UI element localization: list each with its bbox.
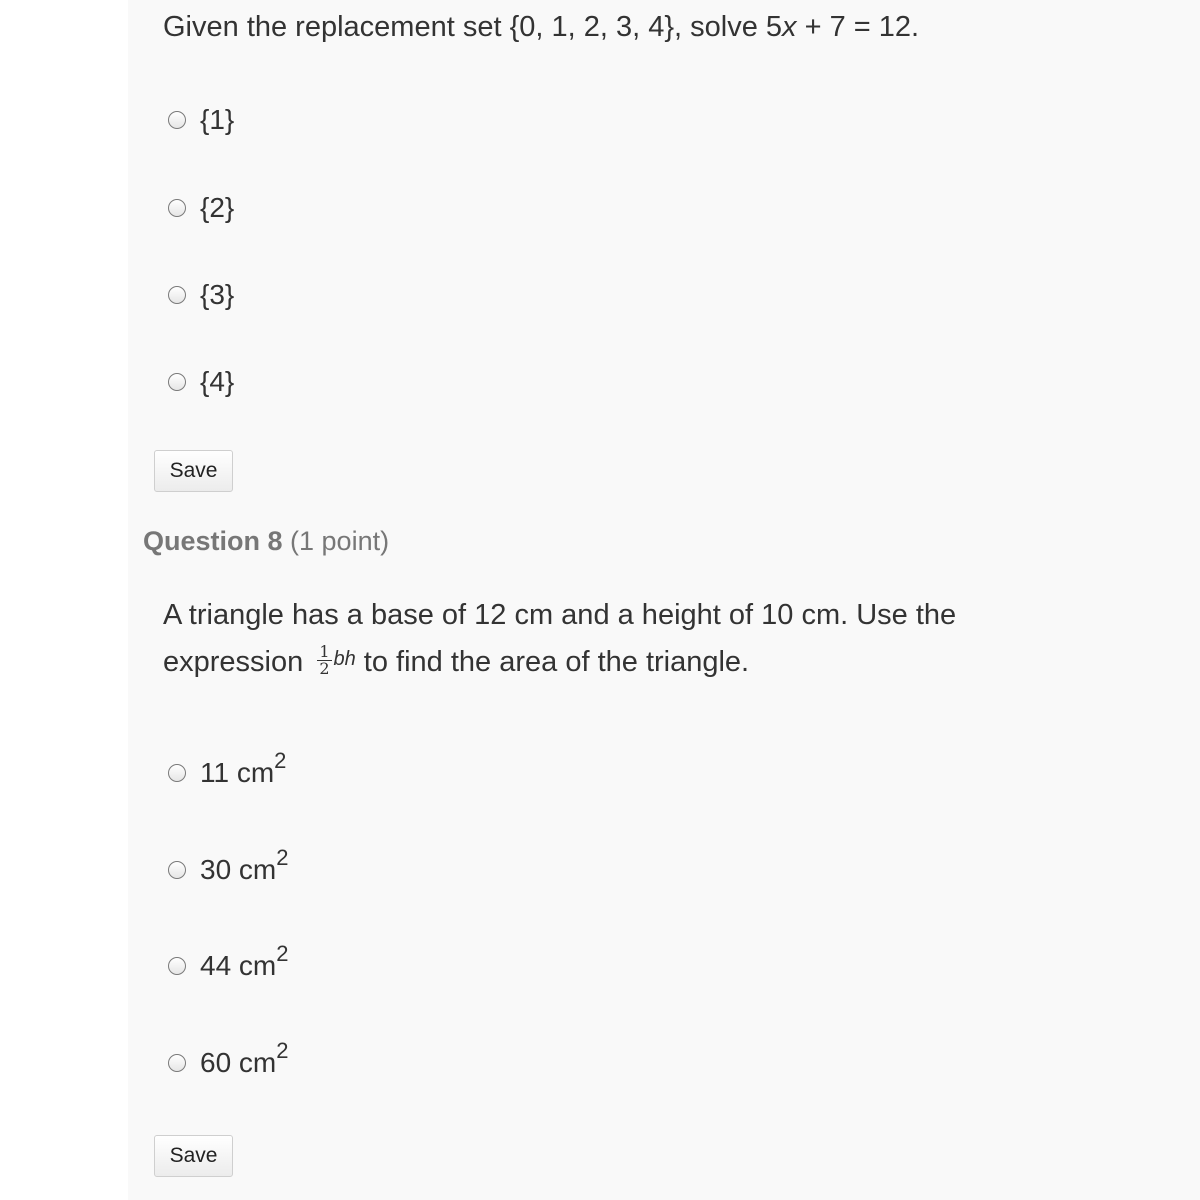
fraction-numerator: 1 [319, 641, 330, 661]
option-label: {4} [200, 366, 235, 397]
option-label [200, 940, 289, 982]
option-label [200, 747, 287, 789]
q7-option-1[interactable] [168, 100, 234, 140]
question-7-text [163, 4, 1063, 51]
q8-save-button[interactable]: Save [154, 1135, 233, 1177]
option-value: 11 cm [200, 757, 275, 788]
radio-button[interactable] [168, 861, 186, 879]
one-half-fraction [317, 641, 331, 678]
option-label: {2} [200, 192, 235, 223]
q7-option-4[interactable] [168, 362, 234, 402]
radio-button[interactable] [168, 199, 186, 217]
fraction-denominator: 2 [319, 658, 330, 678]
question-number: Question 8 [143, 526, 283, 556]
question-7-text-before: Given the replacement set {0, 1, 2, 3, 4}, solve 5 [163, 11, 783, 43]
option-label: {3} [200, 279, 235, 310]
question-8-header [143, 526, 389, 557]
left-gutter [0, 0, 128, 1200]
q8-option-2[interactable] [168, 844, 289, 890]
radio-button[interactable] [168, 764, 186, 782]
q7-option-3[interactable] [168, 275, 234, 315]
radio-button[interactable] [168, 957, 186, 975]
radio-button[interactable] [168, 111, 186, 129]
q8-option-3[interactable] [168, 940, 289, 986]
q7-option-2[interactable] [168, 188, 234, 228]
option-label [200, 844, 289, 886]
option-value: 60 cm [200, 1047, 277, 1078]
quiz-content [128, 0, 1200, 1200]
radio-button[interactable] [168, 286, 186, 304]
option-label [200, 1037, 289, 1079]
option-exponent: 2 [274, 747, 287, 773]
expression-vars: bh [333, 648, 356, 670]
option-value: 44 cm [200, 950, 277, 981]
radio-button[interactable] [168, 373, 186, 391]
q8-option-1[interactable] [168, 747, 287, 793]
question-8-line-2-before: expression [163, 646, 312, 678]
question-7-text-after: + 7 = 12. [796, 11, 920, 43]
question-points: (1 point) [282, 526, 390, 556]
question-7-var-x: x [782, 11, 797, 43]
option-label: {1} [200, 104, 235, 135]
question-8-line-2-after: to find the area of the triangle. [355, 646, 750, 678]
question-8-line-1: A triangle has a base of 12 cm and a height of 10 cm. Use the [163, 599, 957, 631]
option-exponent: 2 [276, 940, 289, 966]
option-exponent: 2 [276, 1037, 289, 1063]
q7-save-button[interactable]: Save [154, 450, 233, 492]
radio-button[interactable] [168, 1054, 186, 1072]
q8-option-4[interactable] [168, 1037, 289, 1083]
option-value: 30 cm [200, 854, 277, 885]
question-8-text [163, 592, 1063, 689]
option-exponent: 2 [276, 844, 289, 870]
